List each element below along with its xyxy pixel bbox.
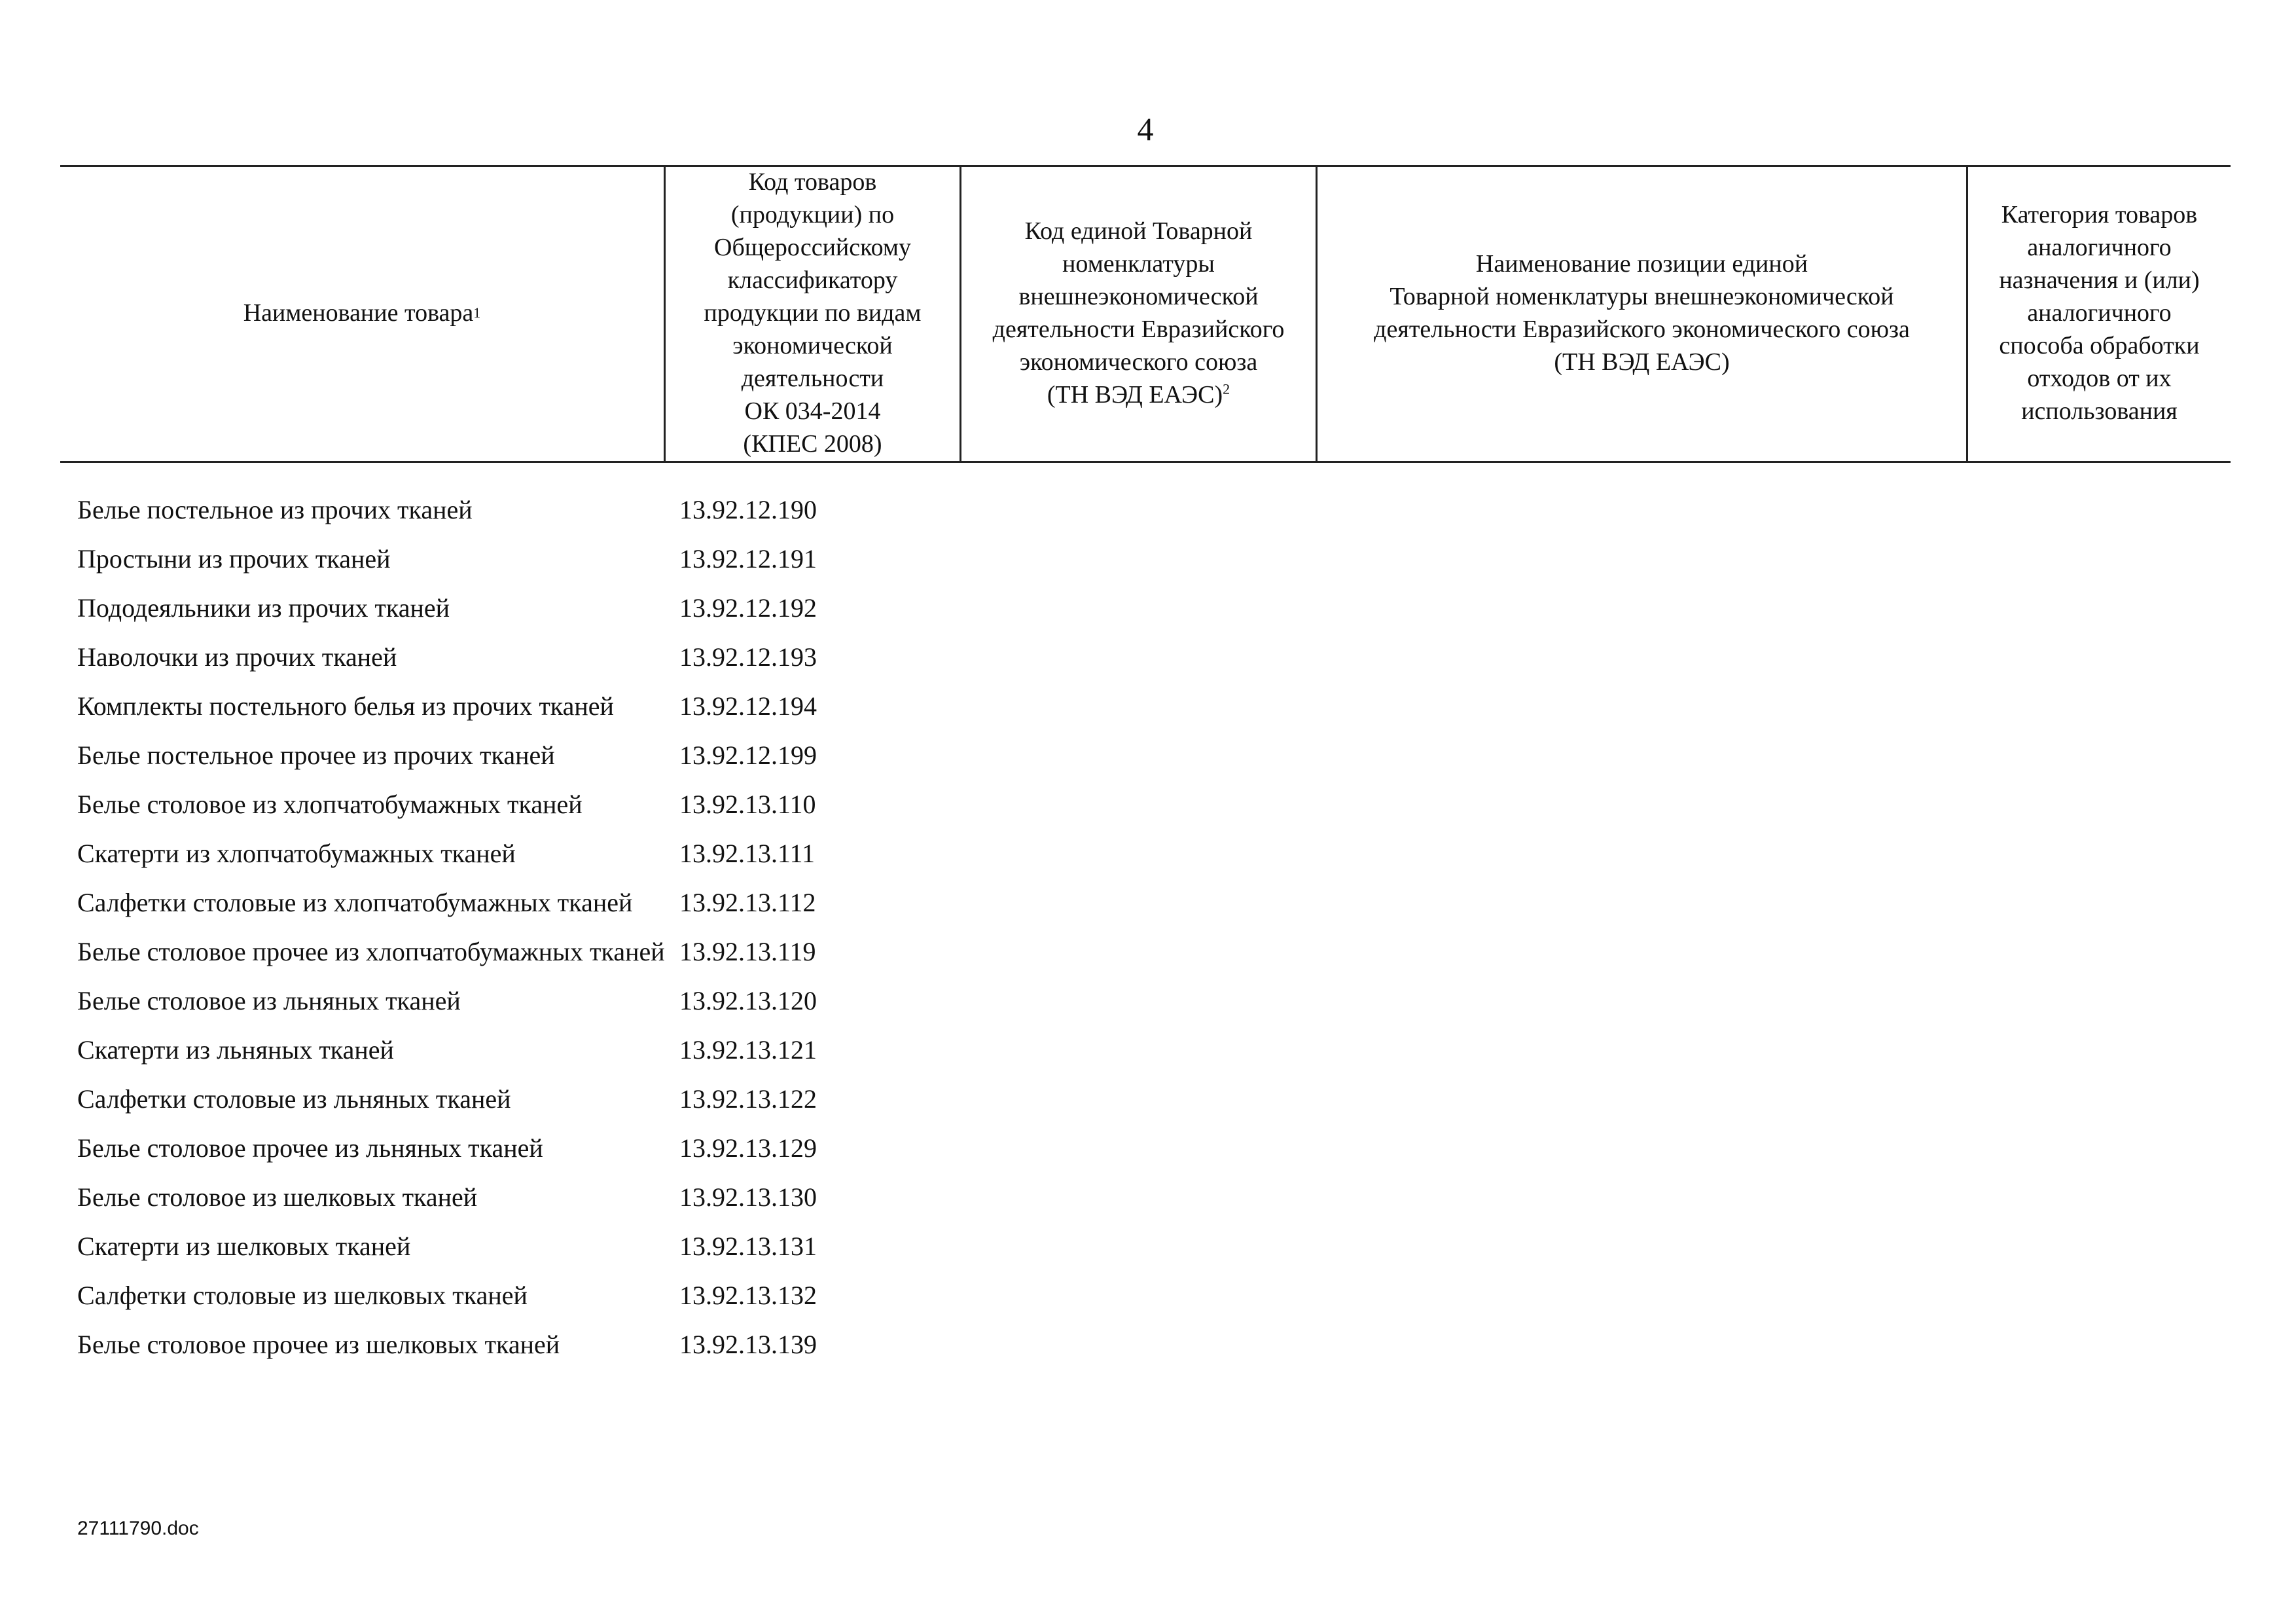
product-name-cell: Белье столовое из шелковых тканей (77, 1182, 478, 1212)
okpd-code-cell: 13.92.13.132 (679, 1281, 817, 1310)
product-name-cell: Скатерти из хлопчатобумажных тканей (77, 839, 516, 868)
okpd-code-cell: 13.92.13.139 (679, 1330, 817, 1359)
table-body (0, 492, 2296, 1376)
okpd-code-cell: 13.92.13.131 (679, 1231, 817, 1261)
table-row (0, 689, 2296, 724)
product-name-cell: Комплекты постельного белья из прочих тканей (77, 691, 614, 721)
table-header-bottom-rule (60, 461, 2231, 463)
product-name-cell: Белье столовое прочее из шелковых тканей (77, 1330, 560, 1359)
footnote-marker: 2 (1223, 380, 1230, 397)
okpd-code-cell: 13.92.13.129 (679, 1133, 817, 1163)
page-number: 4 (1137, 111, 1154, 147)
product-name-cell: Пододеяльники из прочих тканей (77, 593, 450, 623)
table-row (0, 1327, 2296, 1362)
document-id: 27111790.doc (77, 1518, 199, 1539)
table-row (0, 983, 2296, 1019)
okpd-code-cell: 13.92.12.190 (679, 495, 817, 524)
product-name-cell: Белье постельное прочее из прочих тканей (77, 740, 555, 770)
okpd-code-cell: 13.92.13.130 (679, 1182, 817, 1212)
table-row (0, 1131, 2296, 1166)
product-name-cell: Салфетки столовые из шелковых тканей (77, 1281, 528, 1310)
product-name-cell: Скатерти из шелковых тканей (77, 1231, 411, 1261)
product-name-cell: Простыни из прочих тканей (77, 544, 391, 574)
table-row (0, 738, 2296, 773)
product-name-cell: Белье столовое прочее из хлопчатобумажных тканей (77, 937, 665, 966)
okpd-code-cell: 13.92.13.110 (679, 790, 816, 819)
header-text: Код единой Товарной номенклатуры внешнеэкономической деятельности Евразийского экономического союза (ТН ВЭД ЕАЭС)$^2$ (992, 217, 1285, 409)
header-text: Код товаров (продукции) по Общероссийскому классификатору продукции по видам экономической деятельности ОК 034-2014 (КПЕС 2008) (704, 168, 922, 458)
okpd-code-cell: 13.92.13.111 (679, 839, 816, 868)
table-row (0, 492, 2296, 528)
header-cell-category (1968, 165, 2231, 461)
product-name-cell: Наволочки из прочих тканей (77, 642, 397, 672)
header-cell-tnved-name (1318, 165, 1966, 461)
okpd-code-cell: 13.92.13.121 (679, 1035, 817, 1065)
table-row (0, 591, 2296, 626)
product-name-cell: Белье постельное из прочих тканей (77, 495, 473, 524)
product-name-cell: Белье столовое из льняных тканей (77, 986, 461, 1015)
table-row (0, 640, 2296, 675)
product-name-cell: Скатерти из льняных тканей (77, 1035, 394, 1065)
header-text: Наименование товара (243, 299, 474, 327)
table-row (0, 934, 2296, 970)
okpd-code-cell: 13.92.12.192 (679, 593, 817, 623)
okpd-code-cell: 13.92.13.112 (679, 888, 816, 917)
header-text: Категория товаров аналогичного назначения и (или) аналогичного способа обработки отходов от их использования (1999, 201, 2200, 425)
table-row (0, 836, 2296, 871)
header-cell-okpd-code (666, 165, 960, 461)
okpd-code-cell: 13.92.12.199 (679, 740, 817, 770)
table-row (0, 1229, 2296, 1264)
okpd-code-cell: 13.92.13.120 (679, 986, 817, 1015)
header-cell-tnved-code (961, 165, 1316, 461)
product-name-cell: Белье столовое из хлопчатобумажных тканей (77, 790, 583, 819)
table-row (0, 1082, 2296, 1117)
product-name-cell: Салфетки столовые из хлопчатобумажных тканей (77, 888, 633, 917)
table-row (0, 1032, 2296, 1068)
product-name-cell: Белье столовое прочее из льняных тканей (77, 1133, 543, 1163)
okpd-code-cell: 13.92.12.194 (679, 691, 817, 721)
okpd-code-cell: 13.92.13.122 (679, 1084, 817, 1114)
table-row (0, 787, 2296, 822)
okpd-code-cell: 13.92.12.193 (679, 642, 817, 672)
header-cell-product-name: Наименование товара 1 (60, 165, 664, 461)
table-row (0, 885, 2296, 921)
table-row (0, 1278, 2296, 1313)
okpd-code-cell: 13.92.13.119 (679, 937, 816, 966)
table-row (0, 541, 2296, 577)
header-text: Наименование позиции единой Товарной номенклатуры внешнеэкономической деятельности Евразийского экономического союза (ТН ВЭД ЕАЭС) (1374, 250, 1910, 376)
table-row (0, 1180, 2296, 1215)
okpd-code-cell: 13.92.12.191 (679, 544, 817, 574)
product-name-cell: Салфетки столовые из льняных тканей (77, 1084, 511, 1114)
